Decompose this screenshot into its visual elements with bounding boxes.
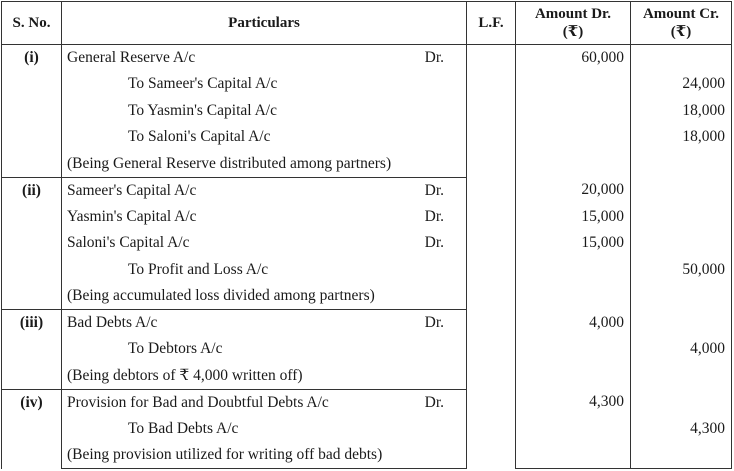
journal-row bbox=[2, 177, 732, 204]
particulars-cell bbox=[62, 389, 467, 416]
amount-debit bbox=[516, 151, 631, 178]
amount-debit bbox=[516, 98, 631, 125]
dr-marker: Dr. bbox=[424, 234, 444, 252]
journal-row bbox=[2, 151, 732, 178]
header-amount-dr-label: Amount Dr. bbox=[534, 6, 612, 22]
credit-account-name: To Yasmin's Capital A/c bbox=[128, 101, 277, 119]
journal-row bbox=[2, 310, 732, 337]
header-lf: L.F. bbox=[467, 2, 516, 45]
amount-debit: 4,000 bbox=[516, 310, 631, 337]
dr-marker: Dr. bbox=[424, 181, 444, 199]
dr-marker: Dr. bbox=[424, 49, 444, 66]
amount-debit: 60,000 bbox=[516, 45, 631, 72]
particulars-cell bbox=[62, 310, 467, 337]
journal-row bbox=[2, 416, 732, 443]
journal-row bbox=[2, 98, 732, 125]
dr-marker: Dr. bbox=[424, 314, 444, 331]
journal-row bbox=[2, 257, 732, 284]
header-amount-dr bbox=[516, 2, 631, 45]
amount-credit bbox=[631, 230, 732, 257]
credit-account-name: To Bad Debts A/c bbox=[128, 419, 239, 437]
amount-debit bbox=[516, 336, 631, 363]
amount-credit bbox=[631, 283, 732, 310]
credit-account-name: To Debtors A/c bbox=[128, 340, 223, 358]
entry-serial-number: (iii) bbox=[2, 310, 62, 390]
entry-serial-number: (i) bbox=[2, 45, 62, 178]
journal-entries-table bbox=[1, 1, 732, 469]
entry-serial-number: (ii) bbox=[2, 177, 62, 310]
particulars-cell bbox=[62, 230, 467, 257]
narration: (Being accumulated loss divided among partners) bbox=[67, 287, 375, 304]
entry-serial-number: (iv) bbox=[2, 389, 62, 469]
header-amount-cr-unit: (₹) bbox=[670, 24, 692, 40]
particulars-cell bbox=[62, 257, 467, 284]
debit-account-name: General Reserve A/c bbox=[67, 49, 196, 66]
dr-marker: Dr. bbox=[424, 393, 444, 411]
journal-row bbox=[2, 204, 732, 231]
amount-debit bbox=[516, 124, 631, 151]
particulars-cell bbox=[62, 416, 467, 443]
particulars-cell bbox=[62, 45, 467, 72]
amount-credit bbox=[631, 363, 732, 390]
amount-debit bbox=[516, 283, 631, 310]
header-amount-cr bbox=[631, 2, 732, 45]
amount-debit bbox=[516, 442, 631, 469]
amount-credit bbox=[631, 151, 732, 178]
header-amount-cr-label: Amount Cr. bbox=[642, 6, 720, 22]
journal-row bbox=[2, 389, 732, 416]
particulars-cell bbox=[62, 336, 467, 363]
journal-row bbox=[2, 124, 732, 151]
amount-credit: 50,000 bbox=[631, 257, 732, 284]
debit-account-name: Yasmin's Capital A/c bbox=[67, 207, 197, 225]
header-particulars: Particulars bbox=[62, 2, 467, 45]
amount-debit: 15,000 bbox=[516, 230, 631, 257]
dr-marker: Dr. bbox=[424, 207, 444, 225]
journal-row bbox=[2, 336, 732, 363]
journal-row bbox=[2, 230, 732, 257]
credit-account-name: To Profit and Loss A/c bbox=[128, 260, 269, 278]
journal-body bbox=[2, 45, 732, 469]
debit-account-name: Saloni's Capital A/c bbox=[67, 234, 190, 252]
amount-credit bbox=[631, 204, 732, 231]
debit-account-name: Provision for Bad and Doubtful Debts A/c bbox=[67, 393, 329, 411]
particulars-cell bbox=[62, 177, 467, 204]
header-amount-dr-unit: (₹) bbox=[562, 24, 584, 40]
credit-account-name: To Sameer's Capital A/c bbox=[128, 75, 278, 93]
narration: (Being debtors of ₹ 4,000 written off) bbox=[67, 367, 303, 384]
amount-credit bbox=[631, 310, 732, 337]
particulars-cell bbox=[62, 283, 467, 310]
amount-debit: 20,000 bbox=[516, 177, 631, 204]
amount-debit bbox=[516, 257, 631, 284]
amount-credit: 24,000 bbox=[631, 71, 732, 98]
header-sno: S. No. bbox=[2, 2, 62, 45]
particulars-cell bbox=[62, 98, 467, 125]
amount-debit: 15,000 bbox=[516, 204, 631, 231]
particulars-cell bbox=[62, 124, 467, 151]
particulars-cell bbox=[62, 71, 467, 98]
amount-credit bbox=[631, 45, 732, 72]
amount-credit bbox=[631, 177, 732, 204]
journal-row bbox=[2, 71, 732, 98]
debit-account-name: Sameer's Capital A/c bbox=[67, 181, 197, 199]
particulars-cell bbox=[62, 363, 467, 390]
journal-row bbox=[2, 363, 732, 390]
amount-credit: 18,000 bbox=[631, 98, 732, 125]
particulars-cell bbox=[62, 204, 467, 231]
amount-debit: 4,300 bbox=[516, 389, 631, 416]
journal-row bbox=[2, 45, 732, 72]
journal-row bbox=[2, 442, 732, 469]
amount-debit bbox=[516, 363, 631, 390]
amount-debit bbox=[516, 416, 631, 443]
amount-credit bbox=[631, 389, 732, 416]
journal-row bbox=[2, 283, 732, 310]
amount-credit: 4,300 bbox=[631, 416, 732, 443]
amount-credit bbox=[631, 442, 732, 469]
narration: (Being General Reserve distributed among partners) bbox=[67, 154, 392, 172]
debit-account-name: Bad Debts A/c bbox=[67, 314, 158, 331]
amount-credit: 18,000 bbox=[631, 124, 732, 151]
narration: (Being provision utilized for writing off bad debts) bbox=[67, 446, 383, 463]
ledger-folio-cell bbox=[467, 45, 516, 469]
amount-debit bbox=[516, 71, 631, 98]
header-row bbox=[2, 2, 732, 45]
particulars-cell bbox=[62, 151, 467, 178]
amount-credit: 4,000 bbox=[631, 336, 732, 363]
credit-account-name: To Saloni's Capital A/c bbox=[128, 128, 271, 146]
particulars-cell bbox=[62, 442, 467, 469]
